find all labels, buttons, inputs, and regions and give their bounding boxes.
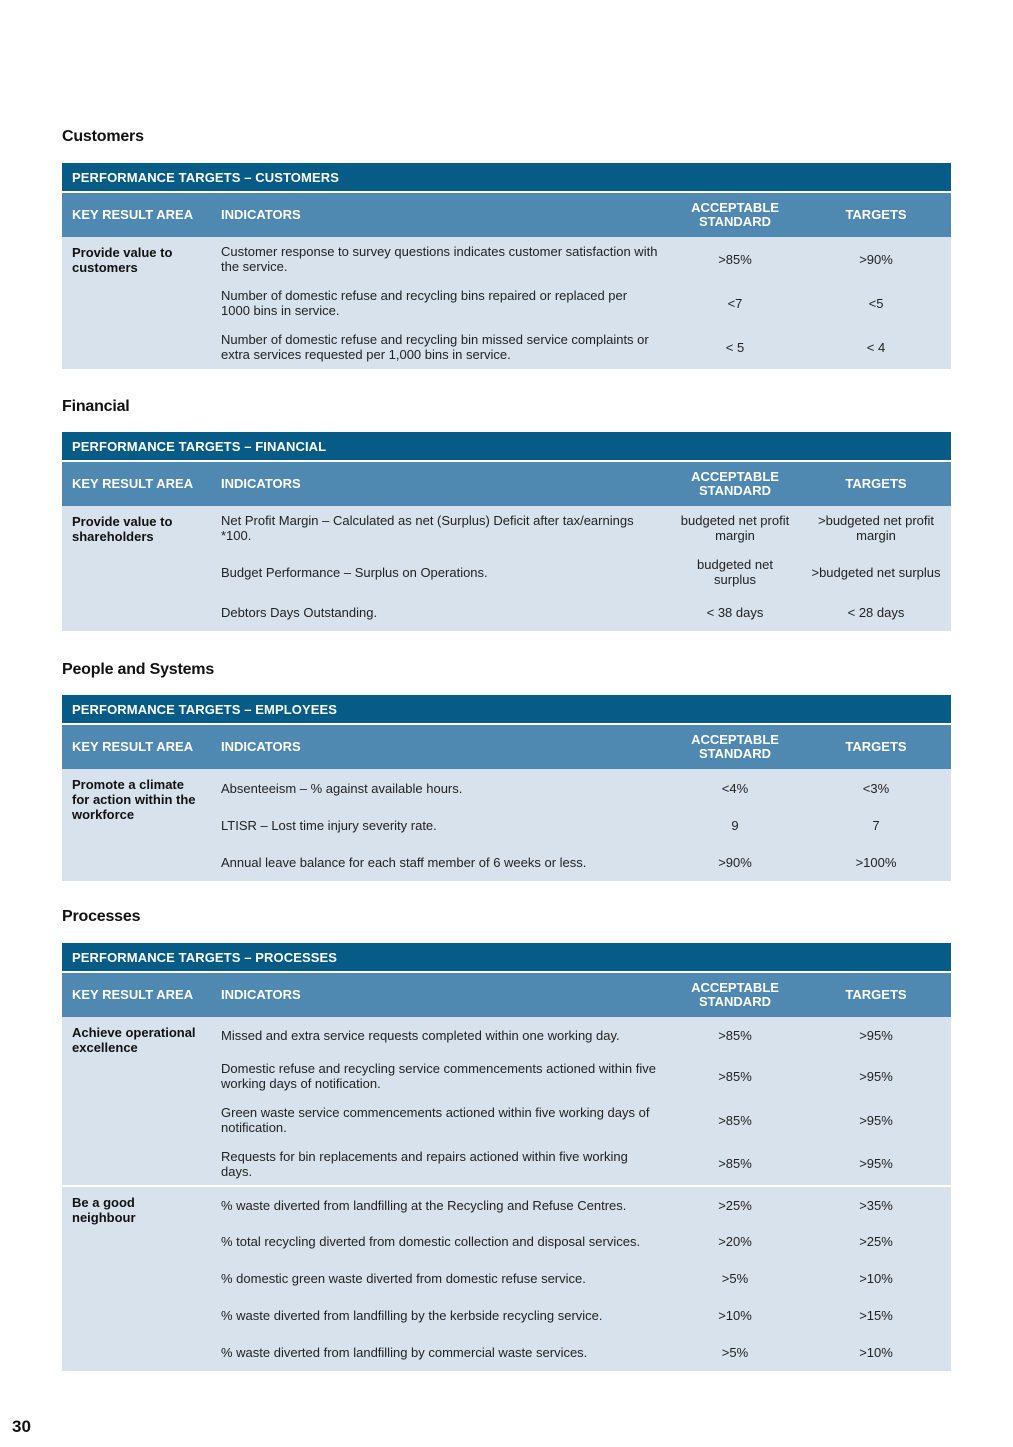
section-heading-financial: Financial	[62, 398, 130, 415]
target: >100%	[801, 844, 951, 881]
indicator: Number of domestic refuse and recycling bins repaired or replaced per 1000 bins in service.	[211, 281, 669, 325]
target: <5	[801, 281, 951, 325]
column-header-targets: TARGETS	[801, 461, 951, 506]
column-header-targets: TARGETS	[801, 192, 951, 237]
acceptable-standard: >5%	[669, 1334, 801, 1371]
performance-table-financial	[62, 432, 951, 631]
performance-table-customers	[62, 163, 951, 369]
indicator: % domestic green waste diverted from domestic refuse service.	[211, 1260, 669, 1297]
target: >25%	[801, 1223, 951, 1260]
table-title: PERFORMANCE TARGETS – FINANCIAL	[62, 432, 951, 461]
indicator: Green waste service commencements actioned within five working days of notification.	[211, 1098, 669, 1142]
column-header-kra: KEY RESULT AREA	[62, 192, 211, 237]
target: >10%	[801, 1260, 951, 1297]
acceptable-standard: budgeted net profit margin	[669, 506, 801, 550]
key-result-area: Be a good neighbour	[62, 1186, 211, 1371]
target: >15%	[801, 1297, 951, 1334]
table-title: PERFORMANCE TARGETS – PROCESSES	[62, 943, 951, 972]
target: >95%	[801, 1098, 951, 1142]
target: < 4	[801, 325, 951, 369]
acceptable-standard: >20%	[669, 1223, 801, 1260]
acceptable-standard: >85%	[669, 1142, 801, 1186]
acceptable-standard: >85%	[669, 237, 801, 281]
performance-table-processes	[62, 943, 951, 1371]
section-heading-customers: Customers	[62, 128, 144, 145]
section-heading-people: People and Systems	[62, 661, 215, 678]
target: >10%	[801, 1334, 951, 1371]
acceptable-standard: >5%	[669, 1260, 801, 1297]
indicator: Budget Performance – Surplus on Operations.	[211, 550, 669, 594]
indicator: Annual leave balance for each staff member of 6 weeks or less.	[211, 844, 669, 881]
acceptable-standard: >10%	[669, 1297, 801, 1334]
indicator: Number of domestic refuse and recycling bin missed service complaints or extra services requested per 1,000 bins in service.	[211, 325, 669, 369]
target: >95%	[801, 1017, 951, 1054]
indicator: % waste diverted from landfilling at the Recycling and Refuse Centres.	[211, 1186, 669, 1223]
acceptable-standard: <4%	[669, 769, 801, 807]
indicator: Debtors Days Outstanding.	[211, 594, 669, 631]
table-title: PERFORMANCE TARGETS – EMPLOYEES	[62, 695, 951, 724]
column-header-acceptable: ACCEPTABLE STANDARD	[669, 724, 801, 769]
performance-table-employees	[62, 695, 951, 881]
acceptable-standard: 9	[669, 807, 801, 844]
column-header-acceptable: ACCEPTABLE STANDARD	[669, 972, 801, 1017]
key-result-area: Provide value to customers	[62, 237, 211, 369]
target: >95%	[801, 1142, 951, 1186]
column-header-kra: KEY RESULT AREA	[62, 972, 211, 1017]
table-row	[62, 1017, 951, 1054]
target: >budgeted net surplus	[801, 550, 951, 594]
acceptable-standard: >85%	[669, 1054, 801, 1098]
table-row	[62, 769, 951, 807]
indicator: Missed and extra service requests completed within one working day.	[211, 1017, 669, 1054]
target: <3%	[801, 769, 951, 807]
column-header-indicators: INDICATORS	[211, 192, 669, 237]
target: >budgeted net profit margin	[801, 506, 951, 550]
acceptable-standard: >85%	[669, 1098, 801, 1142]
indicator: Requests for bin replacements and repairs actioned within five working days.	[211, 1142, 669, 1186]
column-header-indicators: INDICATORS	[211, 972, 669, 1017]
column-header-acceptable: ACCEPTABLE STANDARD	[669, 461, 801, 506]
indicator: % waste diverted from landfilling by commercial waste services.	[211, 1334, 669, 1371]
column-header-kra: KEY RESULT AREA	[62, 724, 211, 769]
acceptable-standard: < 38 days	[669, 594, 801, 631]
table-row	[62, 1186, 951, 1223]
target: < 28 days	[801, 594, 951, 631]
target: >95%	[801, 1054, 951, 1098]
indicator: % waste diverted from landfilling by the kerbside recycling service.	[211, 1297, 669, 1334]
indicator: Customer response to survey questions indicates customer satisfaction with the service.	[211, 237, 669, 281]
column-header-indicators: INDICATORS	[211, 724, 669, 769]
target: >90%	[801, 237, 951, 281]
acceptable-standard: >25%	[669, 1186, 801, 1223]
column-header-targets: TARGETS	[801, 724, 951, 769]
indicator: Net Profit Margin – Calculated as net (Surplus) Deficit after tax/earnings *100.	[211, 506, 669, 550]
column-header-kra: KEY RESULT AREA	[62, 461, 211, 506]
indicator: % total recycling diverted from domestic collection and disposal services.	[211, 1223, 669, 1260]
key-result-area: Achieve operational excellence	[62, 1017, 211, 1186]
indicator: Domestic refuse and recycling service commencements actioned within five working days of notification.	[211, 1054, 669, 1098]
indicator: LTISR – Lost time injury severity rate.	[211, 807, 669, 844]
key-result-area: Promote a climate for action within the workforce	[62, 769, 211, 881]
target: >35%	[801, 1186, 951, 1223]
column-header-acceptable: ACCEPTABLE STANDARD	[669, 192, 801, 237]
target: 7	[801, 807, 951, 844]
column-header-indicators: INDICATORS	[211, 461, 669, 506]
table-title: PERFORMANCE TARGETS – CUSTOMERS	[62, 163, 951, 192]
acceptable-standard: >90%	[669, 844, 801, 881]
acceptable-standard: < 5	[669, 325, 801, 369]
table-row	[62, 237, 951, 281]
indicator: Absenteeism – % against available hours.	[211, 769, 669, 807]
key-result-area: Provide value to shareholders	[62, 506, 211, 631]
column-header-targets: TARGETS	[801, 972, 951, 1017]
section-heading-processes: Processes	[62, 908, 141, 925]
acceptable-standard: <7	[669, 281, 801, 325]
acceptable-standard: >85%	[669, 1017, 801, 1054]
acceptable-standard: budgeted net surplus	[669, 550, 801, 594]
table-row	[62, 506, 951, 550]
page-number: 30	[12, 1417, 31, 1436]
